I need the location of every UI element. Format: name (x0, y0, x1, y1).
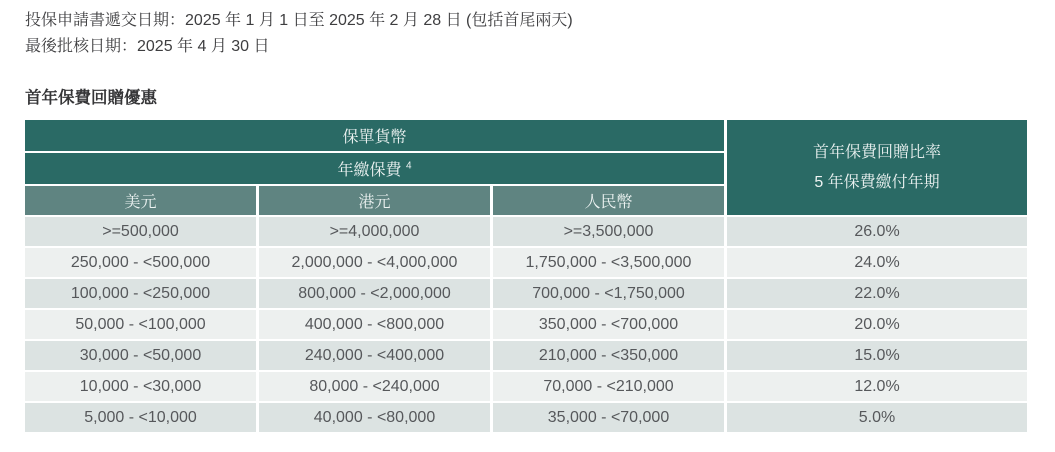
currency-hkd-header: 港元 (259, 186, 490, 215)
table-row (25, 310, 1027, 339)
approval-deadline-line: 最後批核日期：2025 年 4 月 30 日 (25, 38, 270, 55)
submission-period-line: 投保申請書遞交日期：2025 年 1 月 1 日至 2025 年 2 月 28 日 (包括首尾兩天) (25, 12, 573, 29)
cell-usd: 100,000 - <250,000 (25, 279, 256, 308)
rebate-rate-line2: 5 年保費繳付年期 (814, 173, 940, 191)
table-row (25, 217, 1027, 246)
cell-usd: 5,000 - <10,000 (25, 403, 256, 432)
cell-rmb: 35,000 - <70,000 (493, 403, 724, 432)
cell-rmb: 70,000 - <210,000 (493, 372, 724, 401)
annual-premium-label: 年繳保費 (337, 162, 402, 179)
cell-hkd: 80,000 - <240,000 (259, 372, 490, 401)
cell-hkd: 2,000,000 - <4,000,000 (259, 248, 490, 277)
table-row (25, 372, 1027, 401)
table-row (25, 279, 1027, 308)
currency-usd-header: 美元 (25, 186, 256, 215)
cell-hkd: >=4,000,000 (259, 217, 490, 246)
cell-hkd: 800,000 - <2,000,000 (259, 279, 490, 308)
cell-usd: >=500,000 (25, 217, 256, 246)
cell-rate: 22.0% (727, 279, 1027, 308)
currency-rmb-header: 人民幣 (493, 186, 724, 215)
cell-hkd: 240,000 - <400,000 (259, 341, 490, 370)
cell-usd: 50,000 - <100,000 (25, 310, 256, 339)
rebate-table (22, 118, 1030, 434)
cell-rate: 24.0% (727, 248, 1027, 277)
cell-hkd: 40,000 - <80,000 (259, 403, 490, 432)
cell-hkd: 400,000 - <800,000 (259, 310, 490, 339)
table-row (25, 403, 1027, 432)
cell-rate: 15.0% (727, 341, 1027, 370)
table-row (25, 248, 1027, 277)
cell-rate: 12.0% (727, 372, 1027, 401)
annual-premium-header (25, 153, 724, 184)
section-title: 首年保費回贈優惠 (25, 89, 157, 107)
cell-usd: 10,000 - <30,000 (25, 372, 256, 401)
rebate-rate-header (727, 120, 1027, 215)
cell-rate: 20.0% (727, 310, 1027, 339)
table-row (25, 341, 1027, 370)
footnote-marker: 4 (405, 160, 412, 172)
cell-rmb: 350,000 - <700,000 (493, 310, 724, 339)
cell-usd: 30,000 - <50,000 (25, 341, 256, 370)
cell-rmb: >=3,500,000 (493, 217, 724, 246)
intro-text (25, 8, 1037, 60)
policy-currency-header: 保單貨幣 (25, 120, 724, 151)
cell-rmb: 1,750,000 - <3,500,000 (493, 248, 724, 277)
cell-rate: 26.0% (727, 217, 1027, 246)
cell-rmb: 700,000 - <1,750,000 (493, 279, 724, 308)
header-row-policy-currency (25, 120, 1027, 151)
cell-usd: 250,000 - <500,000 (25, 248, 256, 277)
cell-rmb: 210,000 - <350,000 (493, 341, 724, 370)
rebate-rate-line1: 首年保費回贈比率 (812, 143, 941, 161)
cell-rate: 5.0% (727, 403, 1027, 432)
